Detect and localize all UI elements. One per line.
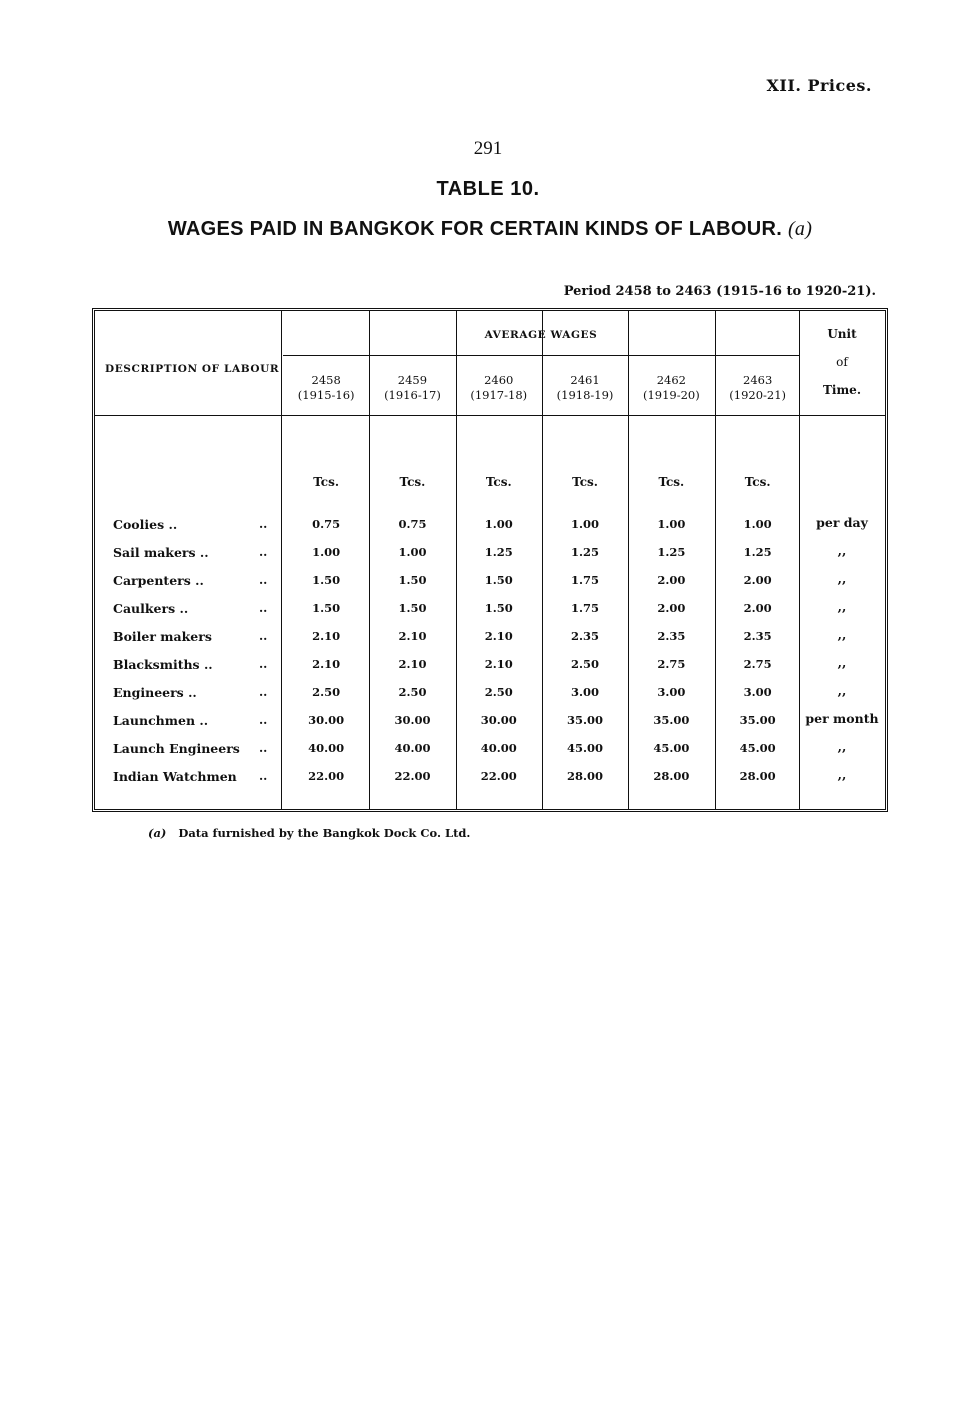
wage-value: 35.00	[567, 713, 604, 727]
wage-value: 45.00	[567, 741, 604, 755]
wage-value: 2.00	[657, 601, 686, 615]
footnote	[148, 826, 470, 840]
wage-value: 3.00	[571, 685, 600, 699]
wage-value: 2.35	[657, 629, 686, 643]
wage-value: 2.35	[571, 629, 600, 643]
wage-value: 2.10	[484, 657, 513, 671]
wage-value: 2.10	[312, 657, 341, 671]
wage-value: 2.50	[571, 657, 600, 671]
year-ce: (1917-18)	[470, 388, 528, 402]
year-be: 2463	[743, 373, 773, 387]
leader-dots: ..	[259, 713, 268, 727]
year-header	[715, 373, 801, 403]
year-header	[456, 373, 542, 403]
unit-of-time: ,,	[837, 599, 847, 614]
wage-value: 22.00	[480, 769, 517, 783]
wage-value: 0.75	[312, 517, 341, 531]
footnote-marker: (a)	[148, 826, 167, 840]
wage-value: 1.25	[484, 545, 513, 559]
wage-value: 30.00	[308, 713, 345, 727]
unit-of-time: ,,	[837, 739, 847, 754]
leader-dots: ..	[259, 517, 268, 531]
wage-value: 2.10	[398, 657, 427, 671]
wage-table	[92, 308, 888, 812]
wage-value: 45.00	[739, 741, 776, 755]
wage-value: 22.00	[308, 769, 345, 783]
wage-value: 1.25	[743, 545, 772, 559]
description-header: DESCRIPTION OF LABOUR	[105, 363, 280, 375]
leader-dots: ..	[259, 685, 268, 699]
year-ce: (1918-19)	[556, 388, 614, 402]
year-ce: (1916-17)	[384, 388, 441, 402]
leader-dots: ..	[259, 769, 268, 783]
wage-value: 40.00	[394, 741, 431, 755]
leader-dots: ..	[259, 629, 268, 643]
wage-value: 1.50	[398, 573, 427, 587]
unit-of-time: ,,	[837, 627, 847, 642]
wage-value: 2.00	[743, 601, 772, 615]
unit-of-time: per month	[805, 711, 879, 726]
period-caption: Period 2458 to 2463 (1915-16 to 1920-21).	[563, 284, 876, 299]
wage-value: 1.50	[398, 601, 427, 615]
column-divider	[281, 311, 282, 809]
currency-label: Tcs.	[658, 475, 685, 489]
average-wages-header: AVERAGE WAGES	[484, 329, 598, 341]
wage-value: 2.10	[398, 629, 427, 643]
wage-value: 2.00	[657, 573, 686, 587]
wage-value: 1.00	[312, 545, 341, 559]
wage-value: 2.75	[657, 657, 686, 671]
wage-value: 0.75	[398, 517, 427, 531]
wage-value: 35.00	[653, 713, 690, 727]
wage-value: 1.50	[484, 601, 513, 615]
table-number: TABLE 10.	[436, 178, 540, 200]
year-be: 2459	[397, 373, 428, 387]
wage-value: 2.50	[398, 685, 427, 699]
labour-description: Launch Engineers	[113, 741, 240, 756]
section-heading: XII. Prices.	[766, 76, 872, 95]
unit-of-time: ,,	[837, 543, 847, 558]
unit-of-time: ,,	[837, 767, 847, 782]
wage-value: 30.00	[394, 713, 431, 727]
wage-value: 2.00	[743, 573, 772, 587]
wage-value: 1.75	[571, 601, 600, 615]
wage-value: 1.50	[484, 573, 513, 587]
wage-value: 45.00	[653, 741, 690, 755]
table-title-note: (a)	[787, 218, 813, 240]
year-be: 2461	[570, 373, 600, 387]
unit-of-time: ,,	[837, 571, 847, 586]
year-header	[542, 373, 628, 403]
wage-value: 1.25	[571, 545, 600, 559]
wage-value: 28.00	[567, 769, 604, 783]
unit-header-line2: of	[836, 355, 848, 369]
wage-value: 40.00	[308, 741, 345, 755]
wage-value: 1.25	[657, 545, 686, 559]
labour-description: Carpenters ..	[113, 573, 204, 588]
labour-description: Caulkers ..	[113, 601, 189, 616]
wage-value: 35.00	[739, 713, 776, 727]
wage-value: 1.00	[657, 517, 686, 531]
currency-label: Tcs.	[572, 475, 598, 489]
leader-dots: ..	[259, 741, 268, 755]
wage-value: 1.00	[484, 517, 513, 531]
year-be: 2458	[311, 373, 341, 387]
year-ce: (1920-21)	[729, 388, 787, 402]
wage-value: 28.00	[653, 769, 690, 783]
footnote-text: Data furnished by the Bangkok Dock Co. Ltd.	[178, 826, 471, 840]
currency-label: Tcs.	[485, 475, 512, 489]
wage-value: 40.00	[480, 741, 517, 755]
unit-of-time: ,,	[837, 655, 847, 670]
labour-description: Sail makers ..	[113, 545, 209, 560]
year-be: 2462	[656, 373, 686, 387]
currency-label: Tcs.	[313, 475, 340, 489]
wage-value: 1.75	[571, 573, 600, 587]
wage-value: 2.35	[743, 629, 772, 643]
wage-value: 30.00	[480, 713, 517, 727]
leader-dots: ..	[259, 657, 268, 671]
leader-dots: ..	[259, 545, 268, 559]
wage-value: 2.50	[484, 685, 513, 699]
labour-description: Indian Watchmen	[113, 769, 237, 784]
header-rule	[95, 415, 885, 416]
labour-description: Blacksmiths ..	[113, 657, 213, 672]
wage-value: 1.00	[571, 517, 600, 531]
labour-description: Launchmen ..	[113, 713, 209, 728]
wage-value: 28.00	[739, 769, 776, 783]
year-header	[369, 373, 455, 403]
wage-value: 1.50	[312, 601, 341, 615]
year-header	[283, 373, 369, 403]
wage-value: 22.00	[394, 769, 431, 783]
leader-dots: ..	[259, 573, 268, 587]
year-ce: (1915-16)	[297, 388, 355, 402]
wage-value: 3.00	[657, 685, 686, 699]
wage-value: 2.10	[484, 629, 513, 643]
labour-description: Boiler makers	[113, 629, 212, 644]
leader-dots: ..	[259, 601, 268, 615]
table-title	[0, 218, 976, 241]
currency-label: Tcs.	[399, 475, 426, 489]
unit-header-line3: Time.	[823, 383, 861, 397]
unit-of-time: ,,	[837, 683, 847, 698]
year-header	[628, 373, 714, 403]
table-title-text: WAGES PAID IN BANGKOK FOR CERTAIN KINDS OF LABOUR.	[167, 218, 783, 240]
year-ce: (1919-20)	[642, 388, 700, 402]
year-be: 2460	[484, 373, 514, 387]
labour-description: Coolies ..	[113, 517, 178, 532]
wage-value: 2.75	[743, 657, 772, 671]
wage-value: 2.10	[312, 629, 341, 643]
wage-value: 1.00	[398, 545, 427, 559]
wage-value: 2.50	[312, 685, 341, 699]
unit-header-line1: Unit	[827, 327, 857, 341]
page-number: 291	[473, 138, 503, 159]
wage-value: 3.00	[743, 685, 772, 699]
labour-description: Engineers ..	[113, 685, 197, 700]
currency-label: Tcs.	[744, 475, 771, 489]
wage-value: 1.00	[743, 517, 772, 531]
wage-value: 1.50	[312, 573, 341, 587]
unit-of-time: per day	[816, 515, 868, 530]
